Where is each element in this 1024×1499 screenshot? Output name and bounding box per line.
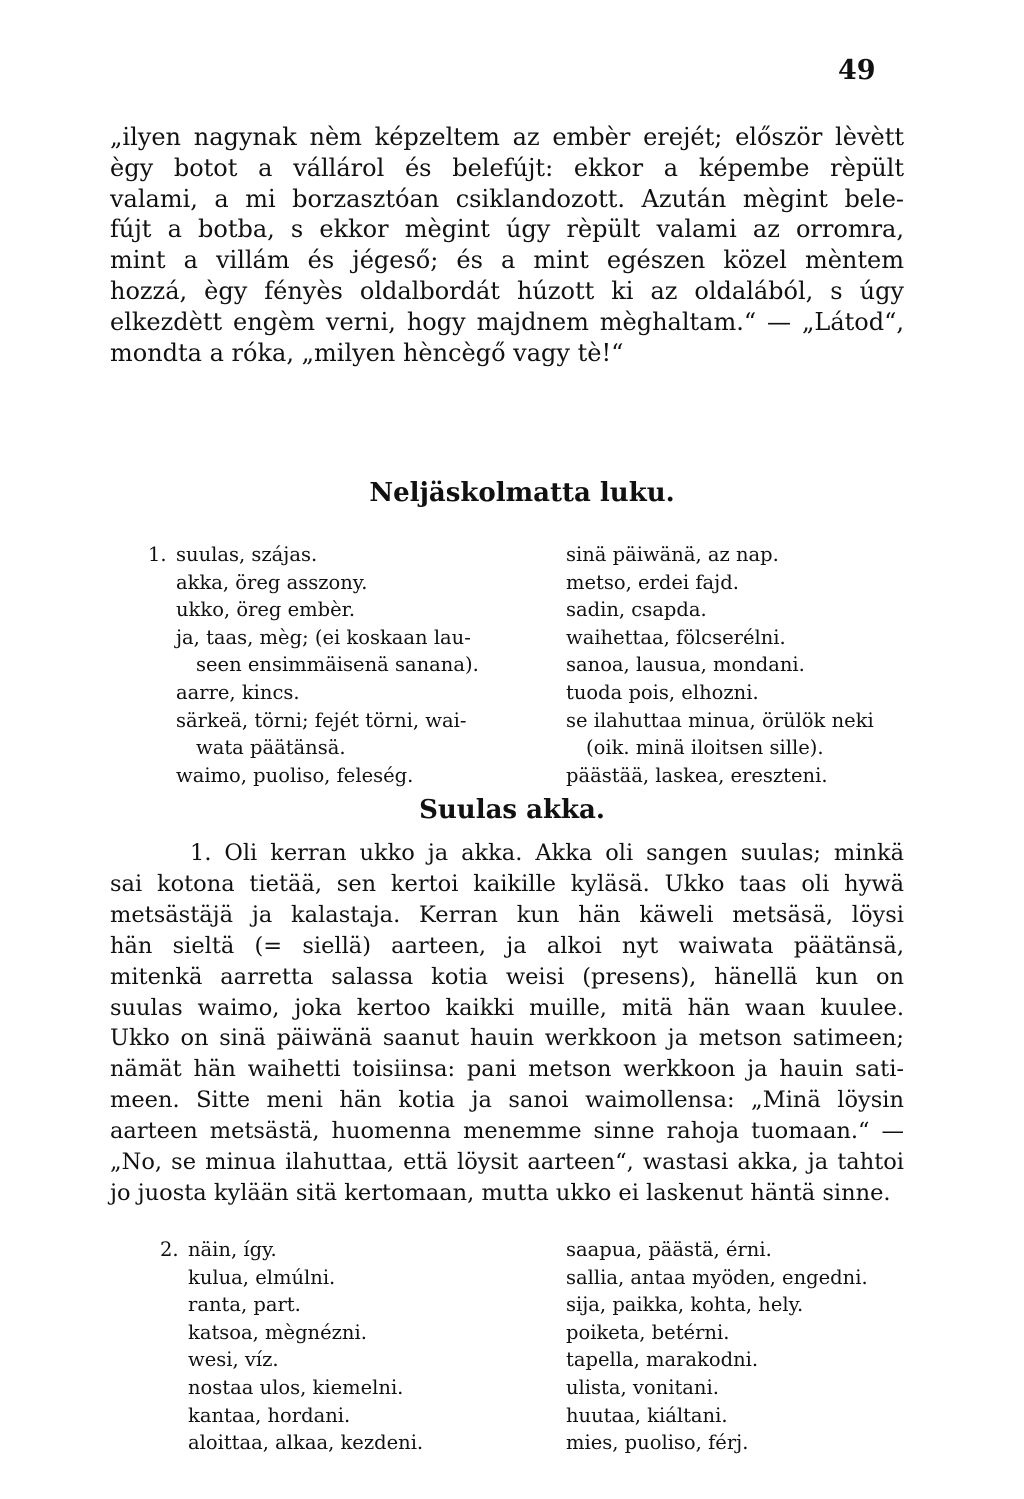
vocabulary-entry [160, 1346, 423, 1374]
vocabulary-entry [566, 762, 874, 790]
vocabulary-entry [566, 1374, 868, 1402]
entry-number: 2. [160, 1238, 179, 1261]
vocabulary-entry [148, 679, 479, 707]
vocabulary-entry [566, 1319, 868, 1347]
text-line: 1. Oli kerran ukko ja akka. Akka oli sangen suulas; minkä [190, 840, 904, 866]
text-line: Ukko on sinä päiwänä saanut hauin werkkoon ja metson satimeen; [110, 1025, 904, 1052]
entry-text: sanoa, lausua, mondani. [566, 653, 805, 677]
entry-text: (oik. minä iloitsen sille). [586, 736, 824, 760]
vocabulary-list-left [148, 541, 479, 789]
vocabulary-entry [160, 1291, 423, 1319]
vocabulary-entry [566, 1429, 868, 1457]
vocabulary-entry [160, 1236, 423, 1264]
text-line: mitenkä aarretta salassa kotia weisi (presens), hänellä kun on [110, 963, 904, 990]
text-line: sai kotona tietää, sen kertoi kaikille kyläsä. Ukko taas oli hywä [110, 870, 904, 897]
vocabulary-entry [566, 569, 874, 597]
text-line: aarteen metsästä, huomenna menemme sinne rahoja tuomaan.“ — [110, 1118, 904, 1145]
vocabulary-entry [160, 1402, 423, 1430]
entry-text: saapua, päästä, érni. [566, 1238, 772, 1261]
text-line: „ilyen nagynak nèm képzeltem az embèr erejét; először lèvètt [110, 123, 904, 151]
entry-text: aarre, kincs. [176, 680, 300, 704]
vocabulary-list-left-2 [160, 1236, 423, 1457]
entry-text: akka, öreg asszony. [176, 570, 368, 594]
entry-text: särkeä, törni; fejét törni, wai- [176, 708, 467, 732]
entry-text: se ilahuttaa minua, örülök neki [566, 708, 874, 732]
intro-paragraph [110, 122, 904, 368]
entry-text: ukko, öreg embèr. [176, 598, 356, 622]
vocabulary-entry [148, 569, 479, 597]
entry-text: ulista, vonitani. [566, 1375, 719, 1399]
entry-text: huutaa, kiáltani. [566, 1403, 728, 1427]
vocabulary-entry [566, 679, 874, 707]
vocabulary-entry [566, 734, 874, 762]
text-line: elkezdètt engèm verni, hogy majdnem mèghaltam.“ — „Látod“, [110, 307, 904, 336]
vocabulary-entry [148, 707, 479, 735]
entry-text: sija, paikka, kohta, hely. [566, 1293, 804, 1317]
entry-text: aloittaa, alkaa, kezdeni. [188, 1431, 424, 1455]
text-line: valami, a mi borzasztóan csiklandozott. Azután mègint bele- [110, 184, 904, 213]
entry-text: kulua, elmúlni. [188, 1265, 336, 1289]
entry-text: mies, puoliso, férj. [566, 1431, 749, 1455]
text-line: jo juosta kylään sitä kertomaan, mutta ukko ei laskenut häntä sinne. [110, 1179, 891, 1206]
entry-text: päästää, laskea, ereszteni. [566, 763, 828, 787]
vocabulary-entry [160, 1429, 423, 1457]
vocabulary-entry [160, 1374, 423, 1402]
vocabulary-entry [566, 707, 874, 735]
vocabulary-list-right-2 [566, 1236, 868, 1457]
vocabulary-entry [148, 541, 479, 569]
text-line: mondta a róka, „milyen hèncègő vagy tè!“ [110, 338, 624, 367]
entry-text: sallia, antaa myöden, engedni. [566, 1265, 868, 1289]
vocabulary-entry [148, 596, 479, 624]
vocabulary-entry [566, 596, 874, 624]
entry-text: suulas, szájas. [176, 543, 318, 566]
text-line: metsästäjä ja kalastaja. Kerran kun hän käweli metsäsä, löysi [110, 901, 904, 928]
entry-text: näin, így. [188, 1238, 277, 1261]
entry-text: tapella, marakodni. [566, 1348, 759, 1372]
entry-text: kantaa, hordani. [188, 1403, 351, 1427]
section-heading: Neljäskolmatta luku. [369, 478, 675, 508]
entry-text: metso, erdei fajd. [566, 570, 739, 594]
entry-text: katsoa, mègnézni. [188, 1320, 367, 1344]
vocabulary-entry [566, 1236, 868, 1264]
entry-text: wesi, víz. [188, 1348, 279, 1372]
entry-text: waihettaa, fölcserélni. [566, 625, 786, 649]
text-line: nämät hän waihetti toisiinsa: pani metson werkkoon ja hauin sati- [110, 1056, 904, 1083]
entry-text: waimo, puoliso, feleség. [176, 763, 414, 787]
text-line: fújt a botba, s ekkor mègint úgy rèpült valami az orromra, [110, 215, 904, 244]
vocabulary-entry [566, 1346, 868, 1374]
entry-text: ranta, part. [188, 1293, 301, 1317]
vocabulary-list-right [566, 541, 874, 789]
entry-text: sadin, csapda. [566, 598, 707, 622]
entry-text: nostaa ulos, kiemelni. [188, 1375, 404, 1399]
text-line: mint a villám és jégeső; és a mint egészen közel mèntem [110, 246, 904, 275]
entry-text: tuoda pois, elhozni. [566, 680, 759, 704]
vocabulary-entry [566, 1264, 868, 1292]
story-heading: Suulas akka. [419, 795, 605, 825]
vocabulary-entry [148, 651, 479, 679]
entry-text: poiketa, betérni. [566, 1320, 730, 1344]
entry-text: seen ensimmäisenä sanana). [196, 653, 479, 677]
entry-number: 1. [148, 543, 167, 566]
vocabulary-entry [160, 1264, 423, 1292]
vocabulary-entry [566, 1402, 868, 1430]
text-line: suulas waimo, joka kertoo kaikki muille, mitä hän waan kuulee. [110, 994, 904, 1021]
text-line: meen. Sitte meni hän kotia ja sanoi waimollensa: „Minä löysin [110, 1087, 904, 1114]
text-line: hozzá, ègy fényès oldalbordát húzott ki az oldalából, s úgy [110, 276, 904, 305]
vocabulary-entry [148, 762, 479, 790]
story-paragraph [110, 838, 904, 1209]
text-line: ègy botot a vállárol és belefújt: ekkor a képembe rèpült [110, 153, 904, 182]
vocabulary-entry [566, 651, 874, 679]
vocabulary-entry [566, 541, 874, 569]
text-line: hän sieltä (= siellä) aarteen, ja alkoi nyt waiwata päätänsä, [110, 932, 904, 959]
vocabulary-entry [148, 624, 479, 652]
entry-text: wata päätänsä. [196, 736, 346, 760]
text-line: „No, se minua ilahuttaa, että löysit aarteen“, wastasi akka, ja tahtoi [110, 1149, 904, 1176]
entry-text: ja, taas, mèg; (ei koskaan lau- [176, 625, 471, 649]
vocabulary-entry [160, 1319, 423, 1347]
vocabulary-entry [148, 734, 479, 762]
page-number: 49 [838, 55, 876, 86]
vocabulary-entry [566, 624, 874, 652]
vocabulary-entry [566, 1291, 868, 1319]
entry-text: sinä päiwänä, az nap. [566, 543, 779, 566]
